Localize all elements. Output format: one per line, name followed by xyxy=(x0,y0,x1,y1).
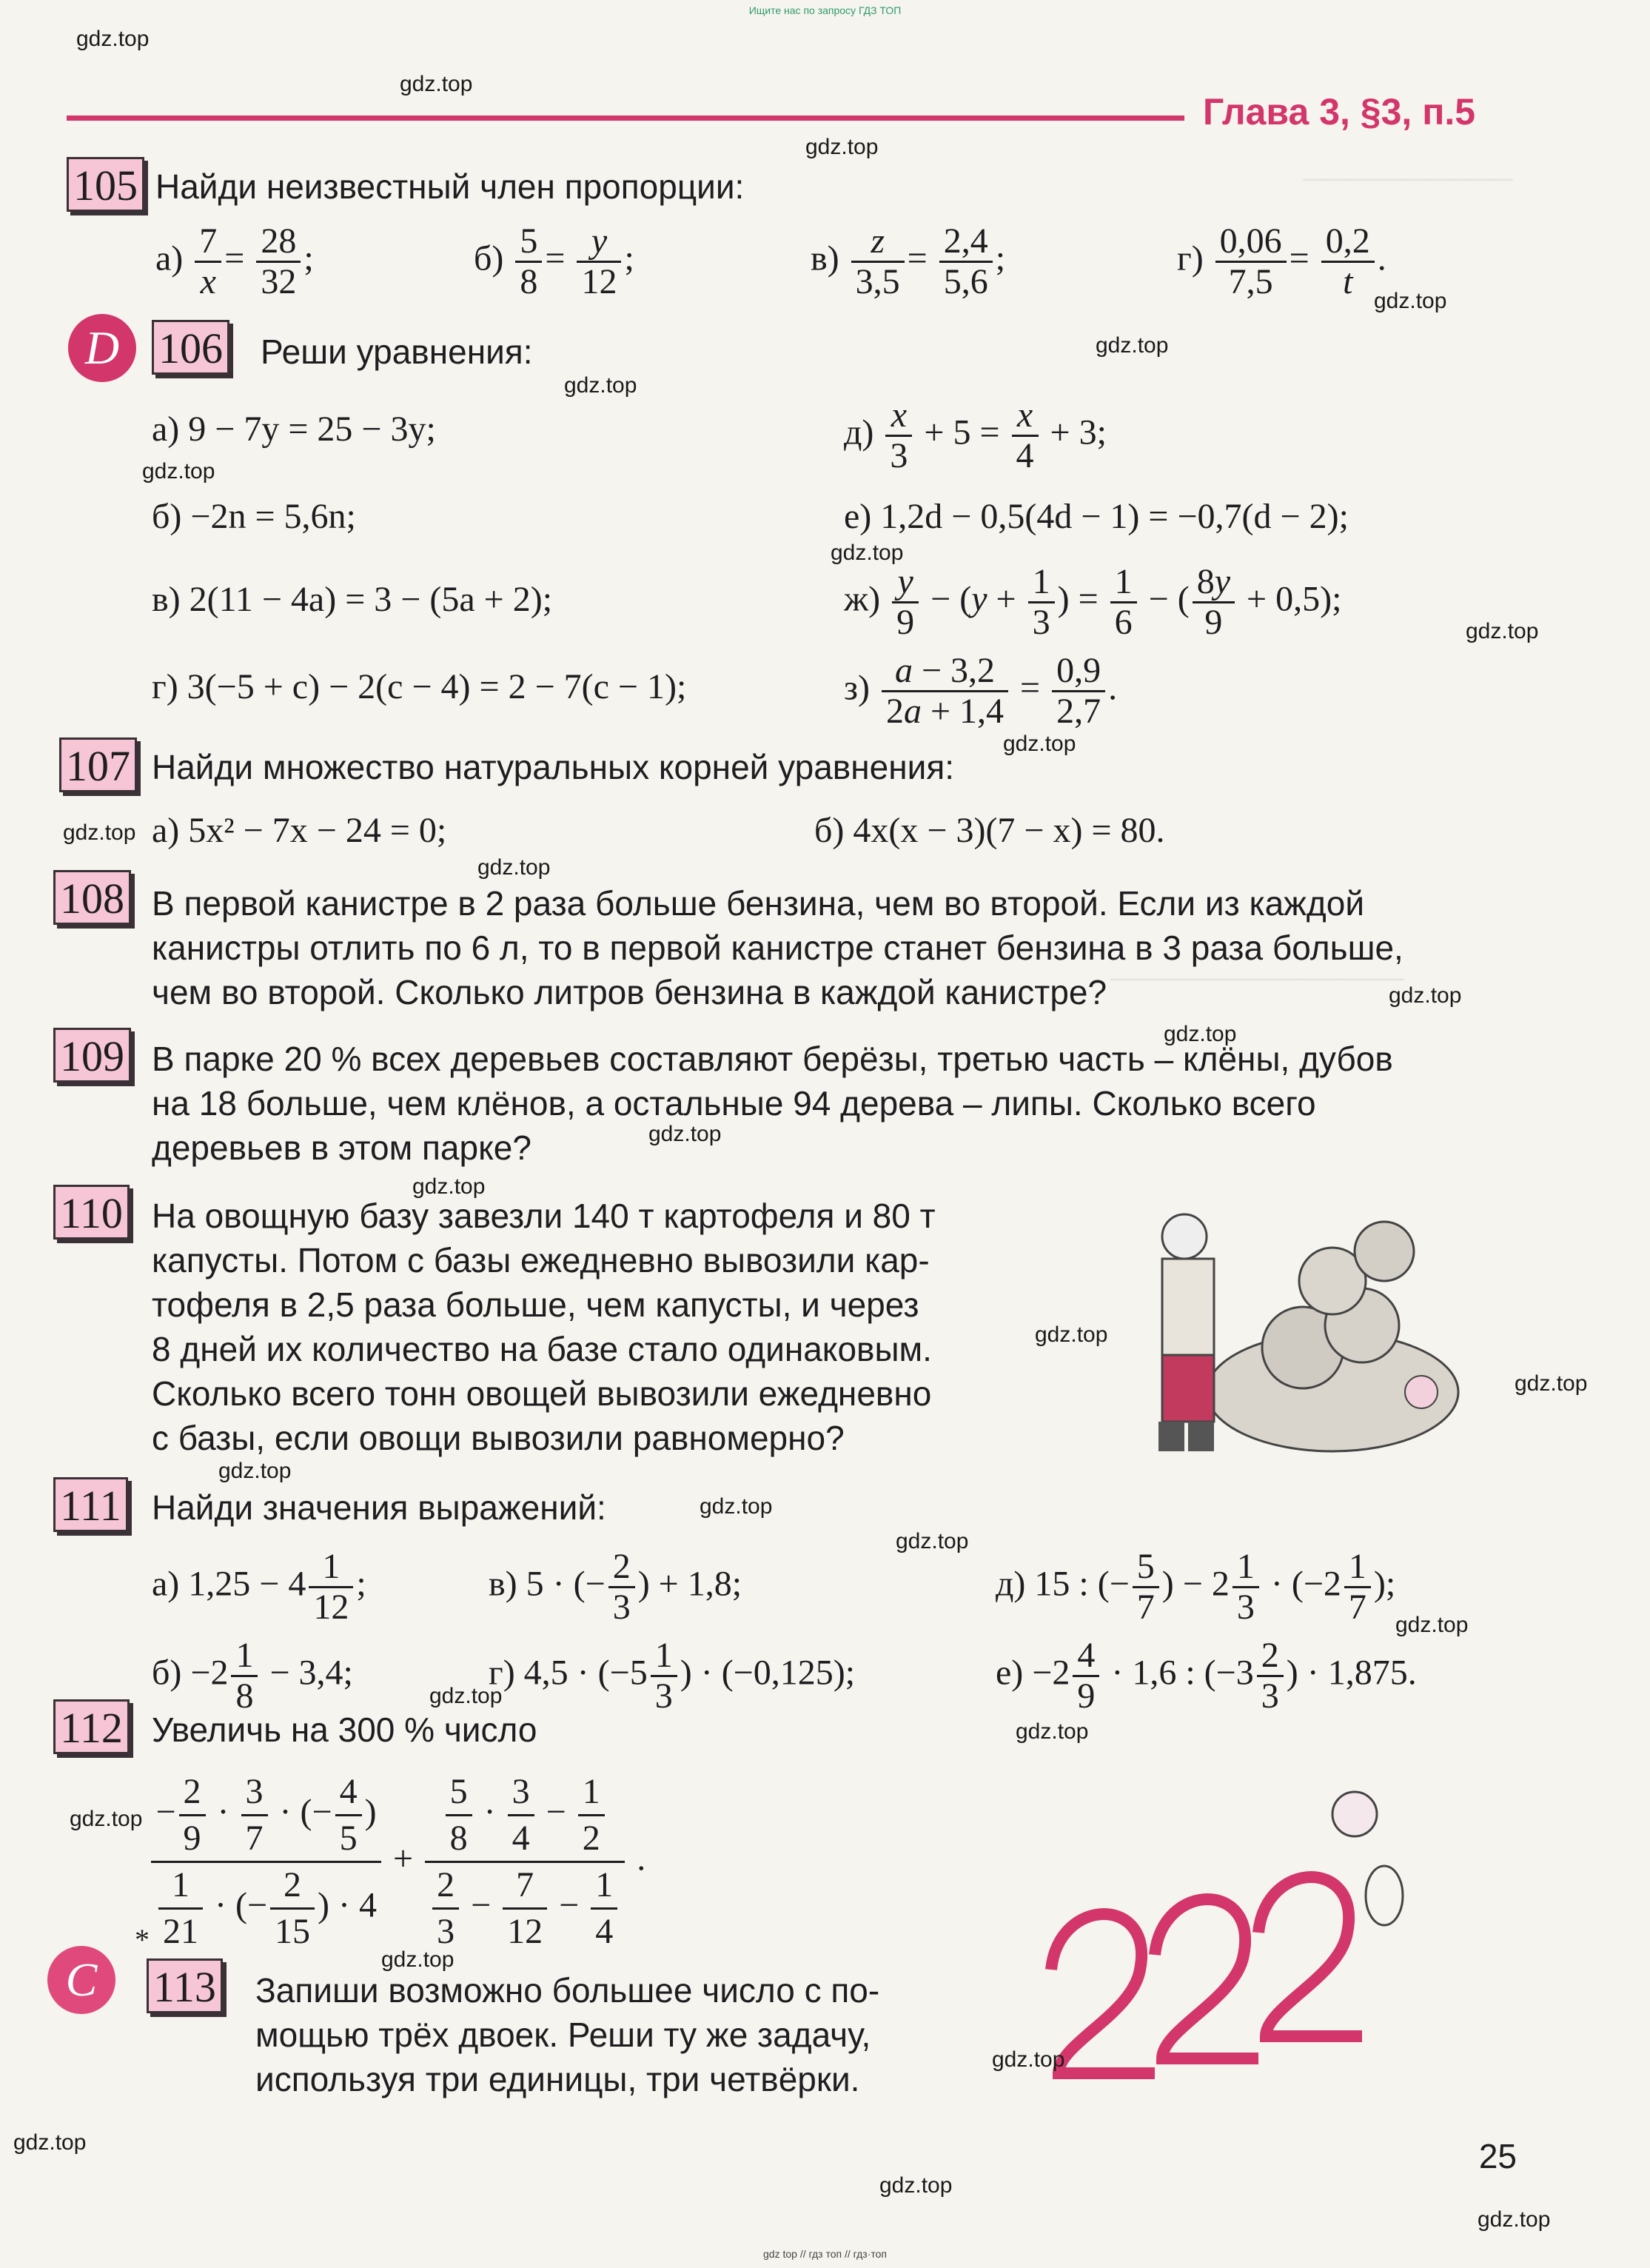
task-number-106: 106 xyxy=(152,320,229,375)
watermark: gdz.top xyxy=(1515,1371,1588,1396)
page-number: 25 xyxy=(1478,2137,1517,2175)
watermark: gdz.top xyxy=(879,2173,953,2198)
watermark: gdz.top xyxy=(429,1684,503,1708)
task-106-z: з) $\frac{a - 3,2}{2a + 1,4}$ = $\frac{0,9}{2,7}$ . xyxy=(844,651,1118,731)
watermark: gdz.top xyxy=(142,459,215,484)
difficulty-badge-c: C xyxy=(47,1946,115,2014)
task-109-text: В парке 20 % всех деревьев составляют берёзы, третью часть – клёны, дубов на 18 больше, чем клёнов, а остальные 94 дерева – липы. Сколько всего деревьев в этом парке? xyxy=(152,1040,1393,1167)
task-105-a: а) $\frac{7}{x}$ = $\frac{28}{32}$ ; xyxy=(155,221,314,301)
task-105-text: Найди неизвестный член пропорции: xyxy=(155,167,745,206)
task-107-text: Найди множество натуральных корней уравнения: xyxy=(152,748,955,786)
difficulty-badge-d: D xyxy=(68,314,136,382)
watermark: gdz.top xyxy=(1478,2207,1551,2232)
watermark: gdz.top xyxy=(1374,289,1447,313)
watermark: gdz.top xyxy=(700,1494,773,1519)
ghost-text: ────────── xyxy=(1303,163,1513,195)
watermark: gdz.top xyxy=(70,1807,143,1831)
task-107-b: б) 4x(x − 3)(7 − x) = 80. xyxy=(814,811,1165,850)
task-105-b: б) $\frac{5}{8}$ = $\frac{y}{12}$ ; xyxy=(474,221,634,301)
watermark: gdz.top xyxy=(992,2047,1065,2072)
watermark: gdz.top xyxy=(13,2130,87,2155)
task-108-text: В первой канистре в 2 раза больше бензина, чем во второй. Если из каждой канистры отлить по 6 л, то в первой канистре станет бензина в 3 раза больше, чем во второй. Сколько литров бензина в каждой канистре? xyxy=(152,884,1403,1011)
watermark: gdz.top xyxy=(1164,1022,1237,1046)
watermark: gdz.top xyxy=(1003,732,1076,756)
watermark: gdz.top xyxy=(1395,1613,1469,1637)
task-number-109: 109 xyxy=(53,1028,131,1083)
task-111-b: в) 5 · (− $\frac{2}{3}$ ) + 1,8; xyxy=(489,1547,742,1627)
task-number-107: 107 xyxy=(59,737,137,792)
task-110-text: На овощную базу завезли 140 т картофеля и 80 т капусты. Потом с базы ежедневно вывозили кар- тофеля в 2,5 раза больше, чем капусты, и через 8 дней их количество на базе стало одинаковым. Сколько всего тонн овощей вывозили ежедневно с базы, если овощи вывозили равномерно? xyxy=(152,1197,936,1457)
task-106-zh: ж) $\frac{y}{9}$ − (y + $\frac{1}{3}$ ) = $\frac{1}{6}$ − ( $\frac{8y}{9}$ + 0,5); xyxy=(844,562,1342,642)
header-line xyxy=(67,116,1184,121)
watermark: gdz.top xyxy=(648,1122,722,1146)
task-number-112: 112 xyxy=(53,1699,130,1754)
watermark: gdz.top xyxy=(218,1459,292,1483)
watermark: gdz.top xyxy=(381,1947,455,1972)
task-106-dd: д) $\frac{x}{3}$ + 5 = $\frac{x}{4}$ + 3; xyxy=(844,395,1107,475)
task-111-a: а) 1,25 − 4 $\frac{1}{12}$ ; xyxy=(152,1547,366,1627)
watermark: gdz.top xyxy=(1389,983,1462,1008)
watermark: gdz.top xyxy=(63,820,136,845)
task-105-d: г) $\frac{0,06}{7,5}$ = $\frac{0,2}{t}$ . xyxy=(1177,221,1386,301)
task-113-text: Запиши возможно большее число с по- мощью трёх двоек. Реши ту же задачу, используя три единицы, три четвёрки. xyxy=(255,1971,880,2098)
watermark: gdz.top xyxy=(805,135,879,159)
watermark: gdz.top xyxy=(896,1529,969,1553)
task-112-expression: − $\frac{2}{9}$ · $\frac{3}{7}$ · (− $\frac{4}{5}$ ) $\frac{1}{21}$ · (− $\frac{2}{15}$ ) · 4 + $\frac{5}{8}$ · $\frac{3}{4}$ − $\frac{1}{2}$ $\frac{2}{3}$ − $\frac{7}{12}$ − $\frac{1}{4}$ . xyxy=(148,1770,645,1954)
task-107-a: а) 5x² − 7x − 24 = 0; xyxy=(152,811,447,850)
watermark: gdz.top xyxy=(76,27,150,51)
twos-illustration xyxy=(1029,1747,1414,2095)
watermark: gdz.top xyxy=(412,1174,486,1199)
task-111-text: Найди значения выражений: xyxy=(152,1488,606,1527)
asterisk: * xyxy=(135,1923,150,1956)
task-111-g: г) 4,5 · (−5 $\frac{1}{3}$ ) · (−0,125); xyxy=(489,1636,856,1716)
watermark: gdz.top xyxy=(831,541,904,565)
watermark: gdz.top xyxy=(400,72,473,96)
vegetables-illustration xyxy=(1110,1170,1466,1466)
watermark: gdz.top xyxy=(1035,1322,1108,1347)
task-106-d: г) 3(−5 + c) − 2(c − 4) = 2 − 7(c − 1); xyxy=(152,667,687,706)
task-111-d: д) 15 : (− $\frac{5}{7}$ ) − 2 $\frac{1}{3}$ · (−2 $\frac{1}{7}$ ); xyxy=(996,1547,1396,1627)
task-number-108: 108 xyxy=(53,870,131,925)
watermark: gdz.top xyxy=(477,855,551,880)
task-112-text: Увеличь на 300 % число xyxy=(152,1710,537,1749)
task-111-b2: б) −2 $\frac{1}{8}$ − 3,4; xyxy=(152,1636,353,1716)
watermark: gdz.top xyxy=(1016,1719,1089,1744)
task-106-text: Реши уравнения: xyxy=(261,332,533,371)
task-number-110: 110 xyxy=(53,1185,130,1240)
watermark: gdz.top xyxy=(564,373,637,398)
chapter-title: Глава 3, §3, п.5 xyxy=(1203,91,1476,133)
task-number-113: 113 xyxy=(147,1958,223,2013)
task-111-e: е) −2 $\frac{4}{9}$ · 1,6 : (−3 $\frac{2}{3}$ ) · 1,875. xyxy=(996,1636,1417,1716)
task-105-c: в) $\frac{z}{3,5}$ = $\frac{2,4}{5,6}$ ; xyxy=(811,221,1006,301)
ghost-text: ────────────── xyxy=(1110,963,1404,995)
task-106-b: б) −2n = 5,6n; xyxy=(152,497,356,536)
task-106-c: в) 2(11 − 4a) = 3 − (5a + 2); xyxy=(152,580,553,619)
bottom-note: gdz top // гдз топ // гдз·топ xyxy=(763,2248,887,2260)
task-number-105: 105 xyxy=(67,157,144,212)
task-106-a: а) 9 − 7y = 25 − 3y; xyxy=(152,409,436,449)
task-106-e: е) 1,2d − 0,5(4d − 1) = −0,7(d − 2); xyxy=(844,497,1349,536)
watermark: gdz.top xyxy=(1096,333,1169,358)
task-number-111: 111 xyxy=(53,1477,128,1532)
top-note: Ищите нас по запросу ГДЗ ТОП xyxy=(748,4,902,16)
watermark: gdz.top xyxy=(1466,619,1539,643)
